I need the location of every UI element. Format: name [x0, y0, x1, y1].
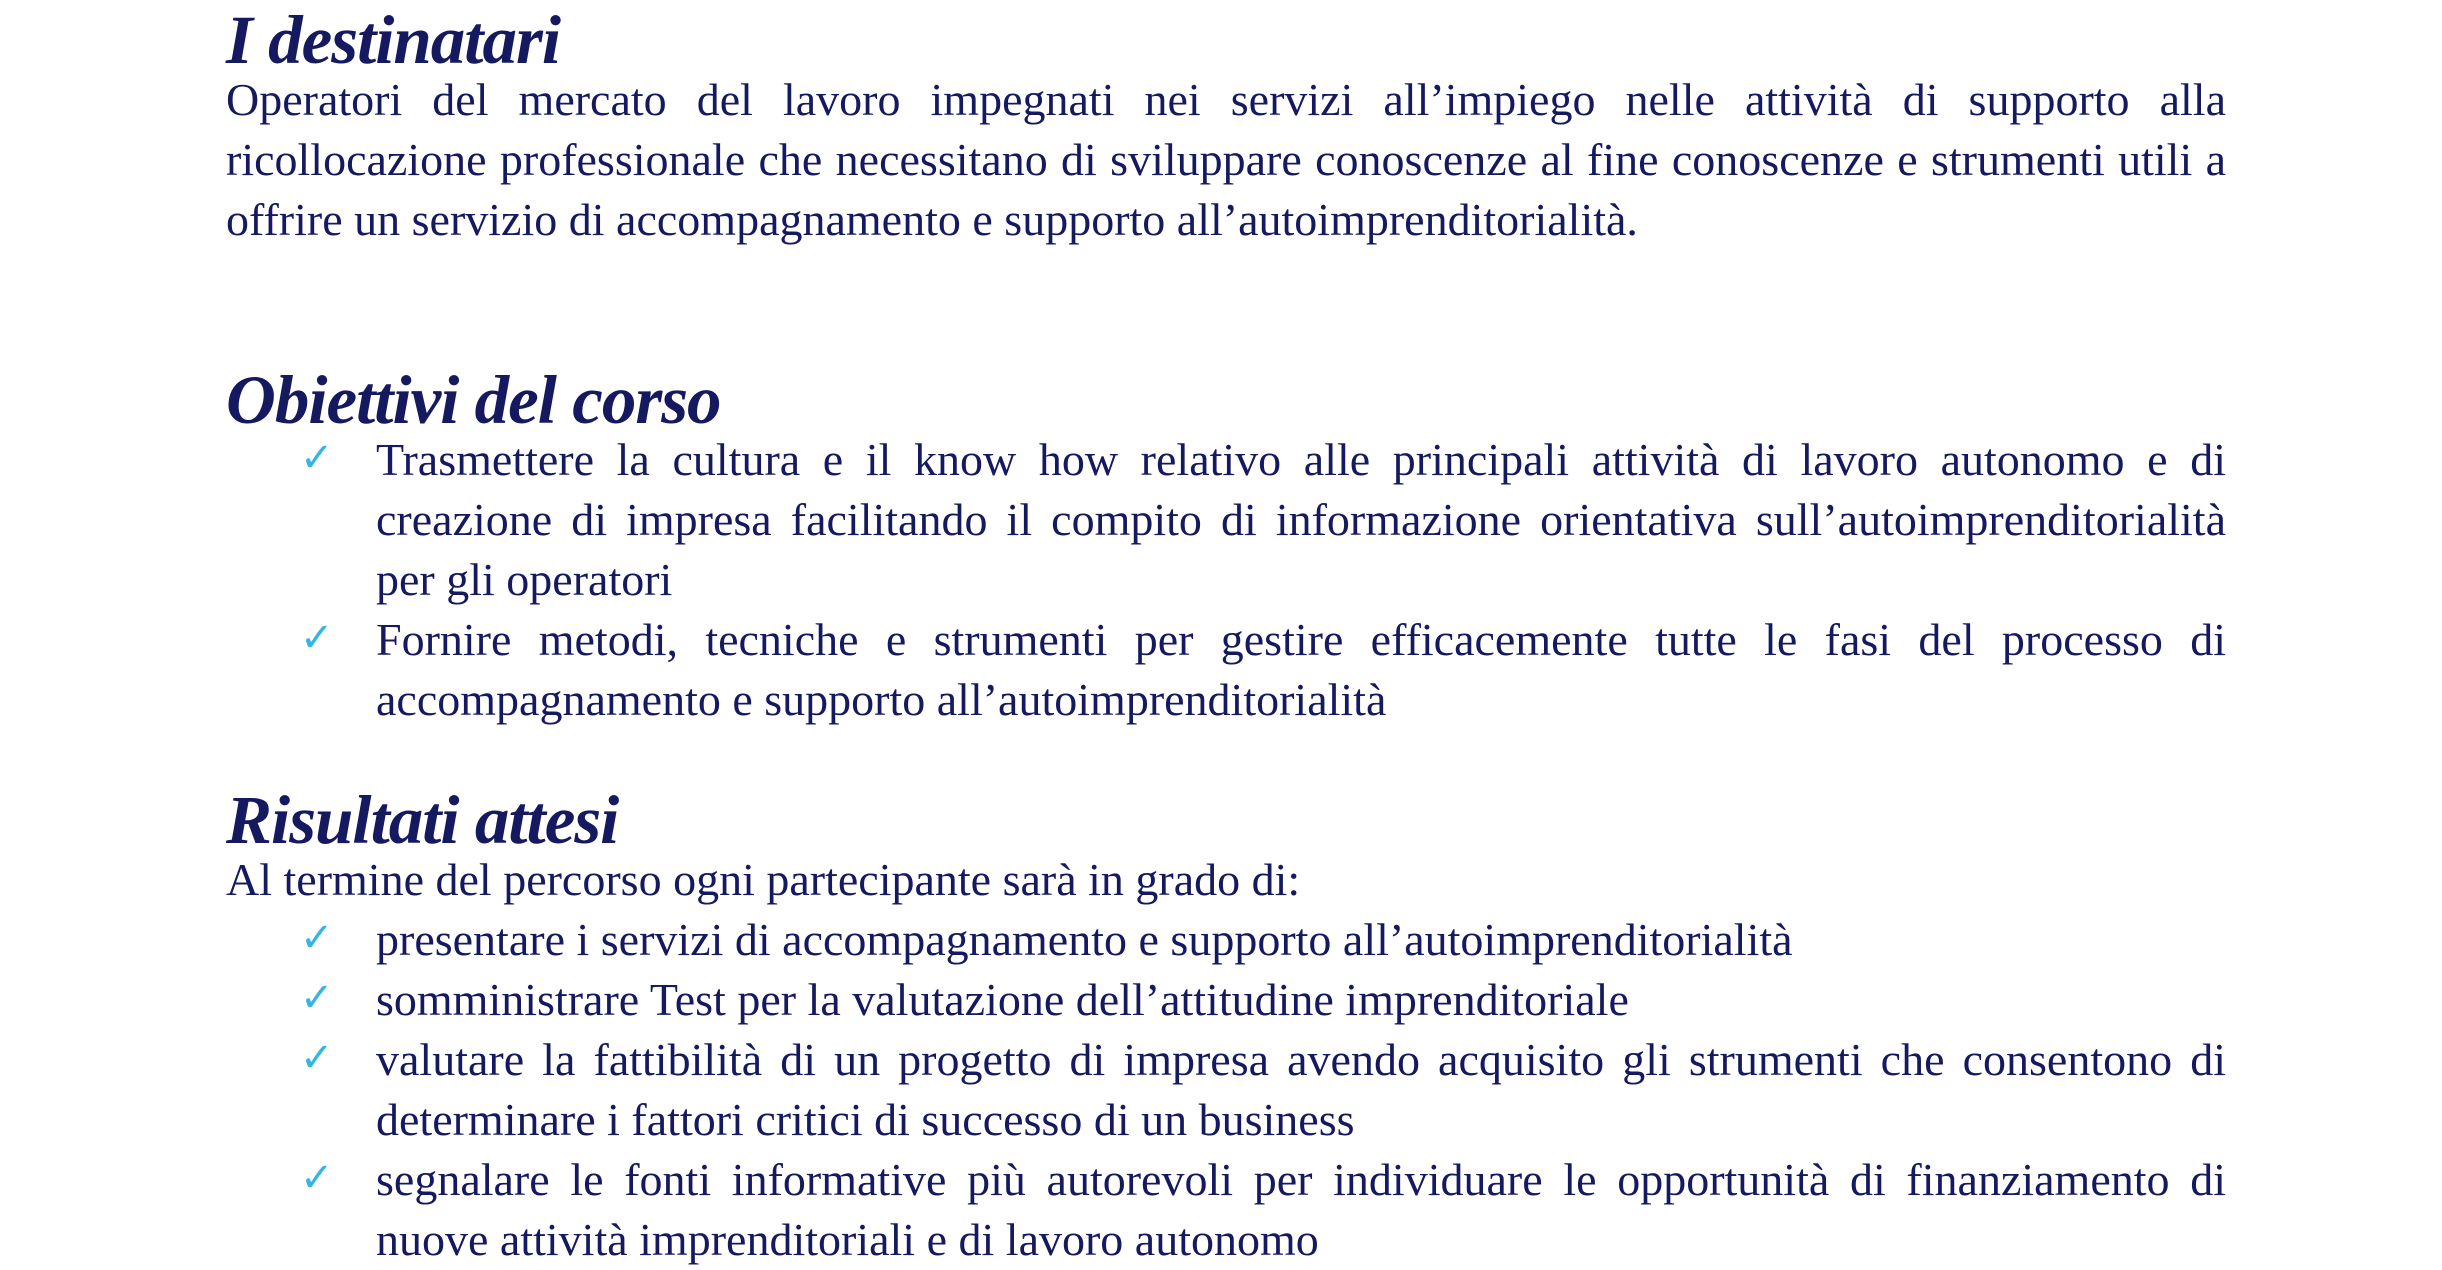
list-item-text: segnalare le fonti informative più autorevoli per individuare le opportunità di finanziamento di nuove attività imprenditoriali e di lavoro autonomo — [376, 1154, 2226, 1265]
list-item-text: presentare i servizi di accompagnamento e supporto all’autoimprenditorialità — [376, 914, 1793, 965]
section-obiettivi — [226, 362, 2226, 730]
section-intro: Al termine del percorso ogni partecipante sarà in grado di: — [226, 854, 1301, 905]
check-icon: ✓ — [300, 1155, 334, 1201]
list-item — [226, 610, 2226, 730]
list-item-text: Fornire metodi, tecniche e strumenti per gestire efficacemente tutte le fasi del processo di accompagnamento e supporto all’autoimprenditorialità — [376, 614, 2226, 725]
list-item-text: Trasmettere la cultura e il know how relativo alle principali attività di lavoro autonomo e di creazione di impresa facilitando il compito di informazione orientativa sull’autoimprenditorialità per gli operatori — [376, 434, 2226, 605]
spacer — [226, 730, 2226, 790]
section-risultati — [226, 782, 2226, 1270]
list-item — [226, 1030, 2226, 1150]
document-page — [226, 2, 2226, 1270]
list-item-text: somministrare Test per la valutazione dell’attitudine imprenditoriale — [376, 974, 1629, 1025]
section-heading: I destinatari — [226, 2, 560, 78]
section-paragraph: Operatori del mercato del lavoro impegnati nei servizi all’impiego nelle attività di supporto alla ricollocazione professionale che necessitano di sviluppare conoscenze al fine conoscenze e strumenti utili a offrire un servizio di accompagnamento e supporto all’autoimprenditorialità. — [226, 74, 2226, 245]
results-list — [226, 910, 2226, 1270]
check-icon: ✓ — [300, 915, 334, 961]
list-item-text: valutare la fattibilità di un progetto di impresa avendo acquisito gli strumenti che consentono di determinare i fattori critici di successo di un business — [376, 1034, 2226, 1145]
check-icon: ✓ — [300, 975, 334, 1021]
check-icon: ✓ — [300, 1035, 334, 1081]
list-item — [226, 1150, 2226, 1270]
section-heading: Risultati attesi — [226, 782, 619, 858]
check-icon: ✓ — [300, 615, 334, 661]
section-destinatari — [226, 2, 2226, 250]
spacer — [226, 250, 2226, 370]
list-item — [226, 430, 2226, 610]
list-item — [226, 970, 2226, 1030]
list-item — [226, 910, 2226, 970]
objectives-list — [226, 430, 2226, 730]
section-heading: Obiettivi del corso — [226, 362, 721, 438]
check-icon: ✓ — [300, 435, 334, 481]
